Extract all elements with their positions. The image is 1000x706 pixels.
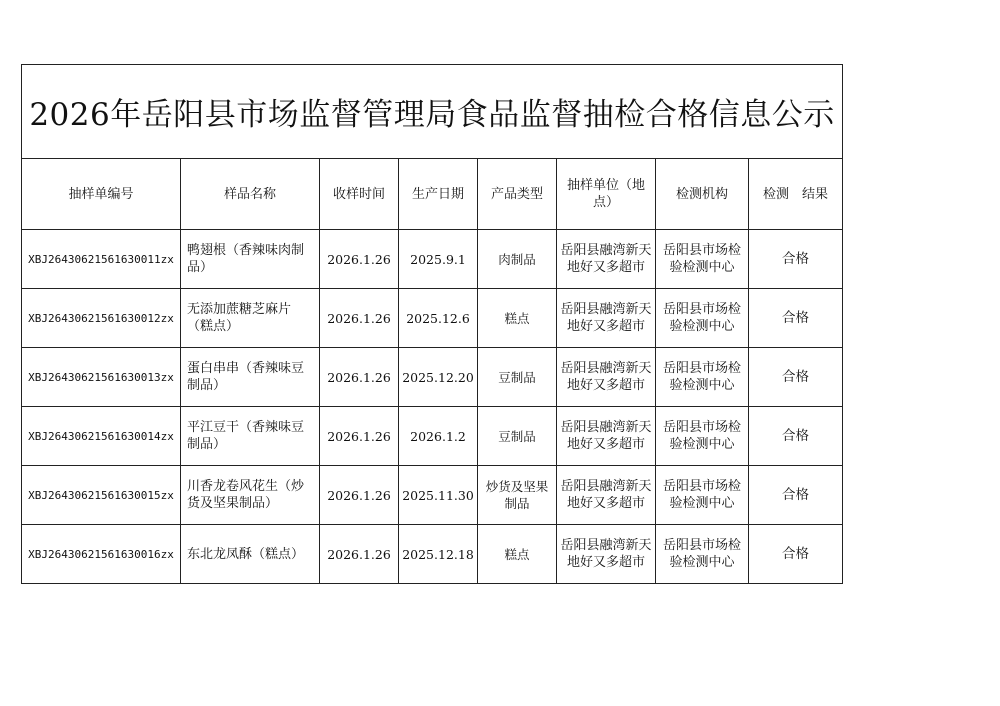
table-header-row xyxy=(22,159,843,230)
category-cell: 肉制品 xyxy=(478,230,557,289)
sampling-unit-cell: 岳阳县融湾新天地好又多超市 xyxy=(557,289,656,348)
received-date-cell: 2026.1.26 xyxy=(320,466,399,525)
table-row xyxy=(22,466,843,525)
table-row xyxy=(22,348,843,407)
sample-name-cell: 平江豆干（香辣味豆制品） xyxy=(181,407,320,466)
column-header-category: 产品类型 xyxy=(478,159,557,230)
agency-cell: 岳阳县市场检验检测中心 xyxy=(656,230,749,289)
sampling-unit-cell: 岳阳县融湾新天地好又多超市 xyxy=(557,348,656,407)
agency-cell: 岳阳县市场检验检测中心 xyxy=(656,525,749,584)
production-date-cell: 2026.1.2 xyxy=(399,407,478,466)
column-header-result: 检测 结果 xyxy=(749,159,843,230)
production-date-cell: 2025.12.20 xyxy=(399,348,478,407)
agency-cell: 岳阳县市场检验检测中心 xyxy=(656,289,749,348)
result-cell: 合格 xyxy=(749,466,843,525)
production-date-cell: 2025.12.6 xyxy=(399,289,478,348)
category-cell: 炒货及坚果制品 xyxy=(478,466,557,525)
agency-cell: 岳阳县市场检验检测中心 xyxy=(656,407,749,466)
table-row xyxy=(22,525,843,584)
sampling-unit-cell: 岳阳县融湾新天地好又多超市 xyxy=(557,407,656,466)
column-header-sample-name: 样品名称 xyxy=(181,159,320,230)
sample-code-cell: XBJ26430621561630013zx xyxy=(22,348,181,407)
result-cell: 合格 xyxy=(749,230,843,289)
column-header-code: 抽样单编号 xyxy=(22,159,181,230)
category-cell: 糕点 xyxy=(478,525,557,584)
production-date-cell: 2025.9.1 xyxy=(399,230,478,289)
sample-code-cell: XBJ26430621561630015zx xyxy=(22,466,181,525)
agency-cell: 岳阳县市场检验检测中心 xyxy=(656,348,749,407)
column-header-agency: 检测机构 xyxy=(656,159,749,230)
sample-name-cell: 东北龙凤酥（糕点） xyxy=(181,525,320,584)
column-header-sampling-unit: 抽样单位（地点） xyxy=(557,159,656,230)
table-row xyxy=(22,289,843,348)
category-cell: 糕点 xyxy=(478,289,557,348)
sample-name-cell: 鸭翅根（香辣味肉制品） xyxy=(181,230,320,289)
received-date-cell: 2026.1.26 xyxy=(320,348,399,407)
sample-code-cell: XBJ26430621561630012zx xyxy=(22,289,181,348)
sampling-unit-cell: 岳阳县融湾新天地好又多超市 xyxy=(557,525,656,584)
sample-code-cell: XBJ26430621561630016zx xyxy=(22,525,181,584)
sample-name-cell: 无添加蔗糖芝麻片（糕点） xyxy=(181,289,320,348)
received-date-cell: 2026.1.26 xyxy=(320,525,399,584)
sample-code-cell: XBJ26430621561630011zx xyxy=(22,230,181,289)
sampling-unit-cell: 岳阳县融湾新天地好又多超市 xyxy=(557,466,656,525)
category-cell: 豆制品 xyxy=(478,407,557,466)
inspection-table xyxy=(21,64,843,584)
result-cell: 合格 xyxy=(749,289,843,348)
sample-name-cell: 川香龙卷风花生（炒货及坚果制品） xyxy=(181,466,320,525)
result-cell: 合格 xyxy=(749,348,843,407)
category-cell: 豆制品 xyxy=(478,348,557,407)
table-row xyxy=(22,230,843,289)
production-date-cell: 2025.11.30 xyxy=(399,466,478,525)
sampling-unit-cell: 岳阳县融湾新天地好又多超市 xyxy=(557,230,656,289)
sample-code-cell: XBJ26430621561630014zx xyxy=(22,407,181,466)
column-header-received-date: 收样时间 xyxy=(320,159,399,230)
column-header-production-date: 生产日期 xyxy=(399,159,478,230)
production-date-cell: 2025.12.18 xyxy=(399,525,478,584)
inspection-sheet xyxy=(21,64,842,584)
received-date-cell: 2026.1.26 xyxy=(320,230,399,289)
received-date-cell: 2026.1.26 xyxy=(320,289,399,348)
sample-name-cell: 蛋白串串（香辣味豆制品） xyxy=(181,348,320,407)
result-cell: 合格 xyxy=(749,407,843,466)
page-title: 2026年岳阳县市场监督管理局食品监督抽检合格信息公示 xyxy=(22,65,843,159)
result-cell: 合格 xyxy=(749,525,843,584)
received-date-cell: 2026.1.26 xyxy=(320,407,399,466)
agency-cell: 岳阳县市场检验检测中心 xyxy=(656,466,749,525)
table-row xyxy=(22,407,843,466)
